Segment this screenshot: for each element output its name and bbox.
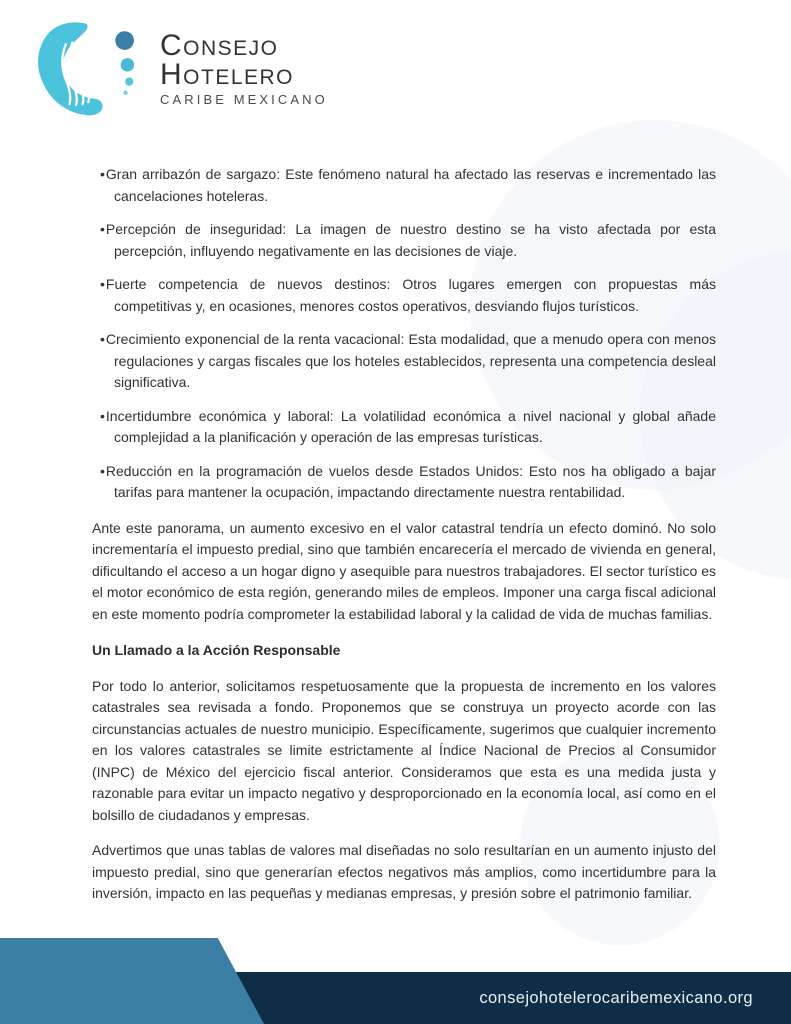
section-heading: Un Llamado a la Acción Responsable — [92, 642, 341, 658]
logo-tagline: CARIBE MEXICANO — [160, 92, 328, 107]
bullet-marker: • — [100, 221, 105, 237]
logo-wordmark — [160, 31, 328, 107]
logo-swirl-icon — [34, 20, 148, 118]
logo-dot-large — [115, 31, 134, 50]
bullet-marker: • — [100, 462, 105, 479]
footer-url: consejohotelerocaribemexicano.org — [479, 989, 753, 1007]
bullet-text: Percepción de inseguridad: La imagen de nuestro destino se ha visto afectada por esta percepción, influyendo negativamente en las decisiones de viaje. — [105, 221, 716, 259]
bullet-text: Fuerte competencia de nuevos destinos: Otros lugares emergen con propuestas más competitivas y, en ocasiones, menores costos operativos, desviando flujos turísticos. — [105, 276, 716, 314]
bullet-text: Gran arribazón de sargazo: Este fenómeno natural ha afectado las reservas e incrementado las cancelaciones hoteleras. — [105, 166, 716, 204]
document-body — [92, 164, 716, 905]
bullet-item — [92, 461, 716, 504]
logo-name-line2: Hotelero — [160, 58, 295, 91]
bullet-marker: • — [100, 407, 105, 424]
paragraph: Por todo lo anterior, solicitamos respetuosamente que la propuesta de incremento en los valores catastrales sea revisada a fondo. Proponemos que se construya un proyecto acorde con las circunstancias actuales de nuestro municipio. Específicamente, sugerimos que cualquier incremento en los valores catastrales se limite estrictamente al Índice Nacional de Precios al Consumidor (INPC) de México del ejercicio fiscal anterior. Consideramos que esta es una medida justa y razonable para evitar un impacto negativo y desproporcionado en la economía local, así como en el bolsillo de ciudadanos y empresas. — [92, 677, 716, 823]
bullet-text: Reducción en la programación de vuelos desde Estados Unidos: Esto nos ha obligado a bajar tarifas para mantener la ocupación, impactando directamente nuestra rentabilidad. — [105, 462, 716, 500]
bullet-item — [92, 164, 716, 207]
bullet-item — [92, 219, 716, 262]
bullet-item — [92, 406, 716, 449]
bullet-marker: • — [100, 276, 105, 292]
bullet-text: Incertidumbre económica y laboral: La volatilidad económica a nivel nacional y global añade complejidad a la planificación y operación de las empresas turísticas. — [105, 407, 716, 445]
bullet-marker: • — [100, 331, 105, 347]
logo — [34, 20, 328, 118]
bullet-item — [92, 274, 716, 317]
logo-dot-small — [125, 77, 133, 85]
bullet-marker: • — [100, 166, 105, 182]
bullet-text: Crecimiento exponencial de la renta vacacional: Esta modalidad, que a menudo opera con menos regulaciones y cargas fiscales que los hoteles establecidos, representa una competencia desleal significativa. — [105, 331, 716, 390]
paragraph: Advertimos que unas tablas de valores mal diseñadas no solo resultarían en un aumento injusto del impuesto predial, sino que generarían efectos negativos más amplios, como incertidumbre para la inversión, impacto en las pequeñas y medianas empresas, y presión sobre el patrimonio familiar. — [92, 842, 716, 901]
footer-accent-shape — [0, 938, 264, 1024]
bullet-item — [92, 329, 716, 394]
logo-dot-tiny — [123, 91, 127, 95]
logo-dot-medium — [121, 58, 134, 71]
paragraph: Ante este panorama, un aumento excesivo en el valor catastral tendría un efecto dominó. No solo incrementaría el impuesto predial, sino que también encarecería el mercado de vivienda en general, dificultando el acceso a un hogar digno y asequible para nuestros trabajadores. El sector turístico es el motor económico de esta región, generando miles de empleos. Imponer una carga fiscal adicional en este momento podría comprometer la estabilidad laboral y la calidad de vida de muchas familias. — [92, 519, 716, 622]
logo-name-line1: Consejo — [160, 29, 279, 62]
